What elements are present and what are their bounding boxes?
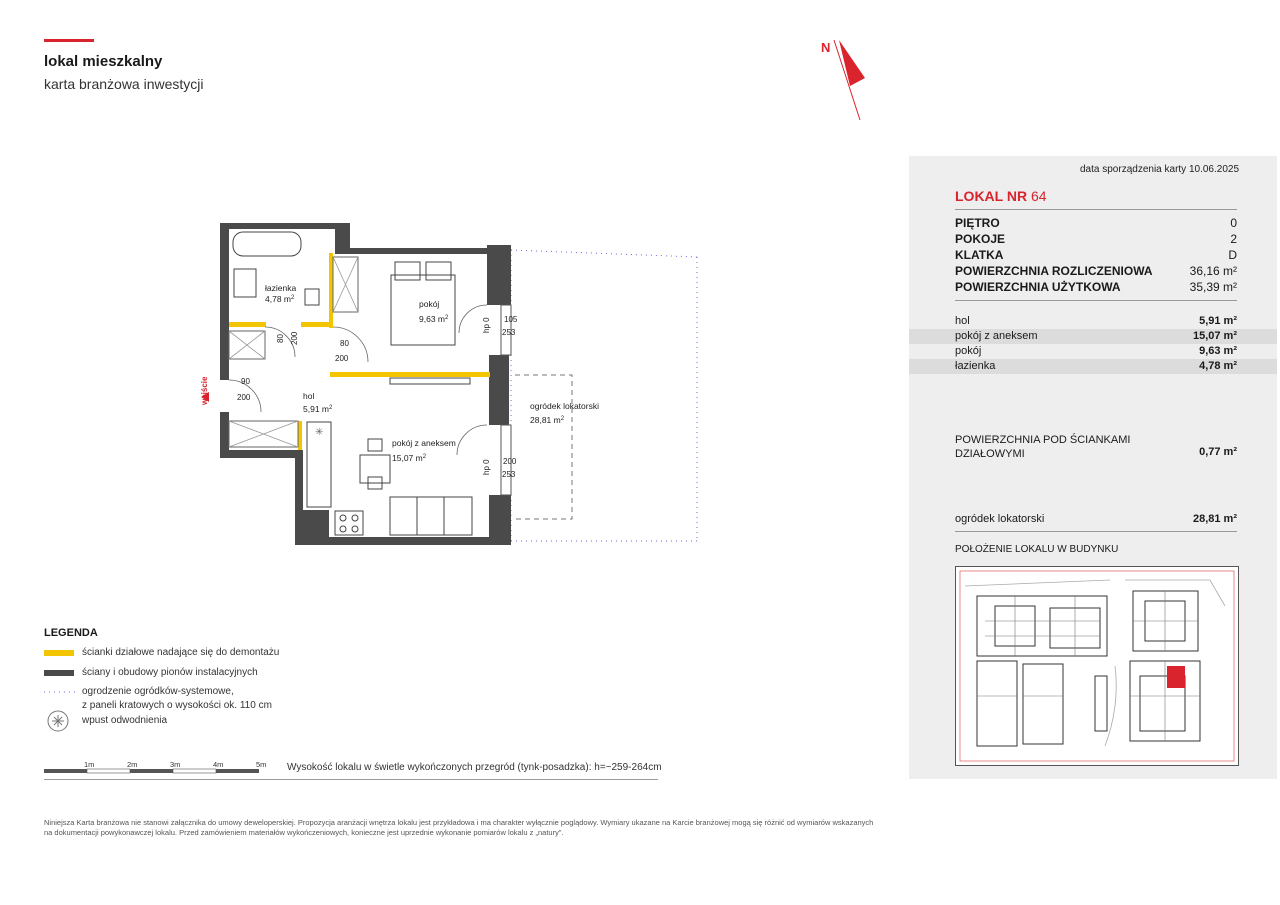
svg-text:80: 80	[340, 339, 349, 348]
page-subtitle: karta branżowa inwestycji	[44, 76, 204, 92]
label-hall: hol	[303, 391, 315, 401]
svg-text:200: 200	[335, 354, 349, 363]
label-bathroom: łazienka	[265, 283, 297, 293]
divider	[955, 209, 1237, 210]
room-row: pokój 9,63 m²	[955, 345, 1237, 357]
dining-table	[360, 455, 390, 483]
drain-icon	[46, 709, 70, 733]
legend-item: ścianki działowe nadające się do demontażu	[82, 647, 280, 658]
label-living: pokój z aneksem	[392, 438, 456, 448]
walls-area-value: 0,77 m²	[1199, 446, 1237, 458]
svg-text:80: 80	[276, 334, 285, 343]
label-garden: ogródek lokatorski	[530, 401, 599, 411]
garden-outline	[515, 375, 572, 519]
area-bathroom: 4,78 $m^2$	[265, 294, 295, 304]
label-room: pokój	[419, 299, 440, 309]
building-location-map	[955, 566, 1239, 766]
svg-text:90: 90	[241, 377, 250, 386]
floor-plan	[185, 205, 715, 555]
svg-text:253: 253	[502, 328, 516, 337]
walls-area-label: POWIERZCHNIA POD ŚCIANKAMI DZIAŁOWYMI	[955, 434, 1131, 460]
row-settlement-area: POWIERZCHNIA ROZLICZENIOWA 36,16 m²	[955, 264, 1237, 278]
svg-text:200: 200	[237, 393, 251, 402]
area-living: 15,07 $m^2$	[392, 453, 427, 463]
svg-text:2m: 2m	[127, 760, 138, 769]
row-usable-area: POWIERZCHNIA UŻYTKOWA 35,39 m²	[955, 280, 1237, 294]
room-row: hol 5,91 m²	[955, 315, 1237, 327]
garden-row: ogródek lokatorski 28,81 m²	[955, 513, 1237, 525]
unit-location-marker	[1167, 666, 1185, 688]
svg-text:hp 0: hp 0	[482, 317, 491, 333]
toilet	[305, 289, 319, 305]
svg-text:253: 253	[502, 470, 516, 479]
disclaimer: Niniejsza Karta branżowa nie stanowi załącznika do umowy deweloperskiej. Propozycja aranżacji wnętrza lokalu jest przykładowa i ma charakter wyłącznie poglądowy. Wymiary ukazane na Karcie branżowej mogą się różnić od wymiarów wskazanych na dokumentacji powykonawczej lokalu. Przed zamówieniem materiałów wykończeniowych, konieczne jest uprzednie wykonanie pomiarów lokalu z „natury”.	[44, 818, 874, 837]
svg-text:1m: 1m	[84, 760, 95, 769]
compass-icon	[815, 32, 875, 124]
area-room: 9,63 $m^2$	[419, 314, 449, 324]
divider	[955, 300, 1237, 301]
svg-text:hp 0: hp 0	[482, 459, 491, 475]
bed	[391, 275, 455, 345]
card-date: data sporządzenia karty 10.06.2025	[1080, 164, 1239, 175]
legend-item: ogrodzenie ogródków-systemowe,	[82, 686, 234, 697]
divider	[955, 531, 1237, 532]
room-row: pokój z aneksem 15,07 m²	[955, 330, 1237, 342]
sofa	[390, 497, 472, 535]
legend-item: wpust odwodnienia	[82, 715, 168, 726]
row-staircase: KLATKA D	[955, 248, 1237, 262]
area-hall: 5,91 $m^2$	[303, 404, 333, 414]
row-floor: PIĘTRO 0	[955, 216, 1237, 230]
legend-swatch-wall	[44, 670, 74, 676]
accent-bar	[44, 39, 94, 42]
scale-bar	[44, 758, 284, 776]
svg-text:3m: 3m	[170, 760, 181, 769]
compass-label: N	[821, 40, 831, 55]
row-rooms: POKOJE 2	[955, 232, 1237, 246]
lokal-number: LOKAL NR 64	[955, 188, 1047, 204]
legend-swatch-fence	[44, 688, 76, 696]
cooktop	[335, 511, 363, 535]
entrance-label: wejście	[200, 376, 209, 405]
height-note: Wysokość lokalu w świetle wykończonych przegród (tynk-posadzka): h=~259-264cm	[287, 762, 662, 773]
svg-text:200: 200	[290, 331, 299, 345]
location-title: POŁOŻENIE LOKALU W BUDYNKU	[955, 544, 1119, 555]
sink	[234, 269, 256, 297]
svg-text:4m: 4m	[213, 760, 224, 769]
legend-title: LEGENDA	[44, 627, 98, 639]
svg-text:105: 105	[504, 315, 518, 324]
legend-item: z paneli kratowych o wysokości ok. 110 cm	[82, 700, 272, 711]
page-title: lokal mieszkalny	[44, 53, 163, 70]
divider	[44, 779, 658, 780]
room-row: łazienka 4,78 m²	[955, 360, 1237, 372]
legend-swatch-partition	[44, 650, 74, 656]
legend-item: ściany i obudowy pionów instalacyjnych	[82, 667, 258, 678]
bathtub	[233, 232, 301, 256]
svg-text:200: 200	[503, 457, 517, 466]
area-garden: 28,81 $m^2$	[530, 415, 565, 425]
svg-text:5m: 5m	[256, 760, 267, 769]
garden-fence	[511, 250, 697, 541]
floor-drain-icon: ✳	[315, 427, 324, 438]
